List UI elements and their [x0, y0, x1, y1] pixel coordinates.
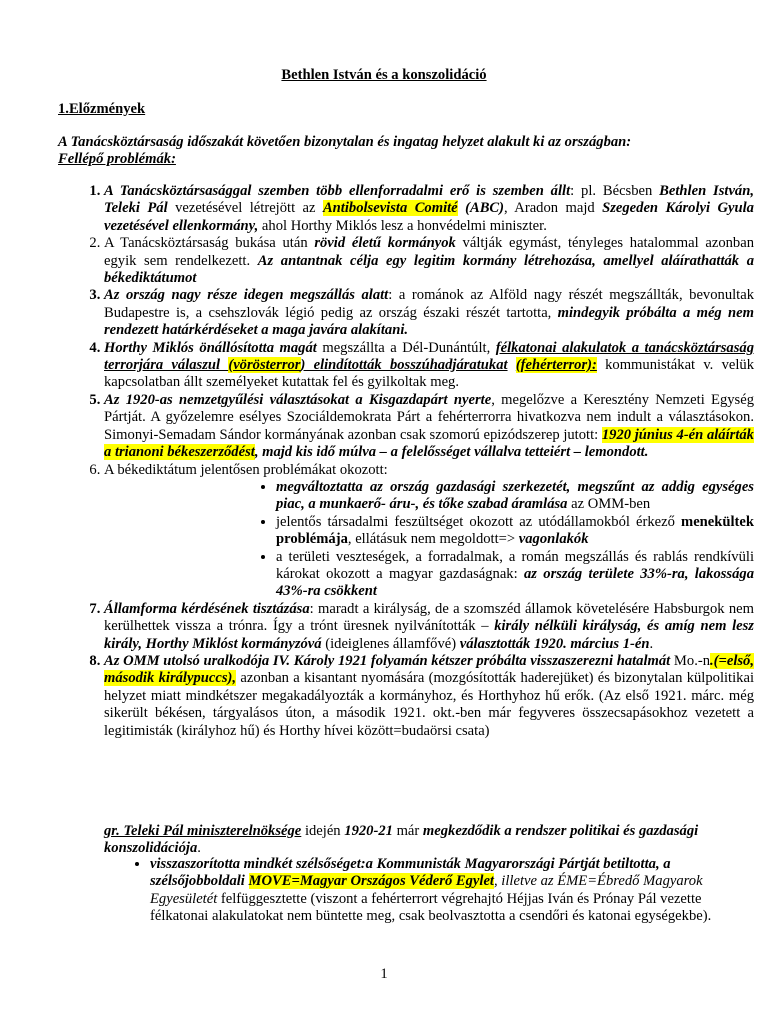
teleki-paragraph	[104, 823, 708, 858]
text-run: gr. Teleki Pál miniszterelnöksége	[104, 823, 302, 839]
text-run: azonban a kisantant nyomására (mozgósították haderejüket) és bizonytalan külpolitikai helyzet miatt mindkétszer megakadályozták a kormányhoz, és Horthyhoz hű erők. (Az első 1921. márc. még sikerült békésen, tárgyalásos úton, a második 1921. okt.-ben már fegyveres összecsapásokhoz vezetett a legitimisták (királyhoz hű) és Horthy hívei között=budaörsi csata)	[104, 670, 754, 739]
text-run: 1920-21	[344, 823, 393, 839]
text-run: .	[197, 840, 201, 857]
text-run: Az 1920-as nemzetgyűlési választásokat a Kisgazdapárt nyerte	[104, 391, 492, 408]
problems-heading: Fellépő problémák:	[58, 151, 176, 168]
text-run: ) elindították bosszúhadjáratukat	[300, 357, 508, 374]
list-item	[104, 235, 754, 287]
text-run: : maradt a királyság, de a szomszéd államok követelésére Habsburgok nem kerülhettek vissza a trónra. Így a trónt üresnek nyilvánították –	[104, 600, 754, 635]
text-run: megszállta a Dél-Dunántúlt,	[316, 339, 496, 356]
list-item	[104, 340, 754, 392]
list-item	[104, 462, 754, 601]
text-run: .(=első, második királypuccs),	[104, 652, 754, 687]
measures-list	[104, 856, 754, 926]
text-run: .	[649, 635, 654, 652]
list-item	[104, 392, 754, 462]
text-run: már	[392, 823, 423, 839]
text-run: választották 1920. március 1-én	[459, 635, 650, 652]
text-run: A békediktátum jelentősen problémákat okozott:	[104, 461, 388, 478]
text-run: Antibolsevista Comité	[322, 200, 458, 217]
list-item	[104, 601, 754, 653]
text-run: az ország területe 33%-ra, lakossága 43%-ra csökkent	[276, 565, 754, 600]
text-run: A Tanácsköztársasággal szemben több ellenforradalmi erő is szemben állt	[104, 183, 571, 199]
problems-list	[58, 183, 754, 740]
list-item-text	[104, 462, 388, 478]
text-run: menekültek problémája	[276, 513, 754, 548]
text-run: (ABC)	[465, 200, 505, 217]
text-run: kommunistákat v. velük kapcsolatban állt személyeket kutattak fel és gyilkoltak meg.	[104, 357, 754, 391]
text-run: a területi veszteségek, a forradalmak, a román megszállás és rablás rendkívüli károkat okozott a magyar gazdaságnak:	[276, 548, 754, 582]
text-run: Bethlen István, Teleki Pál	[104, 183, 754, 217]
text-run: az OMM-ben	[567, 496, 651, 513]
intro-line: A Tanácsköztársaság időszakát követően bizonytalan és ingatag helyzet alakult ki az országban:	[58, 134, 632, 150]
text-run: Az ország nagy része idegen megszállás alatt	[104, 287, 389, 304]
text-run: ahol Horthy Miklós lesz a honvédelmi miniszter.	[258, 217, 547, 234]
text-run	[508, 357, 516, 373]
text-run: , illetve az ÉME=Ébredő Magyarok Egyesületét	[150, 873, 703, 907]
text-run: (vörösterror	[228, 357, 301, 374]
text-run: (fehérterror):	[515, 357, 597, 374]
text-run: vagonlakók	[518, 531, 589, 548]
text-run: MOVE=Magyar Országos Véderő Egylet	[248, 873, 494, 890]
section-heading: 1.Előzmények	[58, 101, 146, 117]
text-run: Mo.-n	[670, 652, 711, 669]
text-run: félkatonai alakulatok a tanácsköztársaság terrorjára válaszul	[104, 339, 755, 374]
text-run: megváltoztatta az ország gazdasági szerkezetét, megszűnt az addig egységes piac, a munkaerő- áru-, és tőke szabad áramlása	[276, 478, 754, 513]
text-run: idején	[301, 823, 345, 839]
text-run: : pl. Bécsben	[570, 183, 660, 199]
text-run: (ideiglenes államfővé)	[321, 635, 460, 652]
bullet-item	[150, 856, 754, 926]
text-run: Szegeden Károlyi Gyula vezetésével ellenkormány,	[104, 200, 754, 234]
text-run: visszaszorította mindkét szélsőséget:a Kommunisták Magyarországi Pártját betiltotta, a szélsőjobboldali	[150, 856, 671, 890]
text-run	[458, 200, 465, 216]
bullet-item	[276, 479, 754, 514]
text-run: : a románok az Alföld nagy részét megszállták, bevonultak Budapestre is, a csehszlovák légió pedig az ország északi részét tartotta,	[104, 287, 754, 321]
text-run: Államforma kérdésének tisztázása	[104, 600, 310, 617]
text-run: vezetésével létrejött az	[167, 200, 323, 217]
text-run: rövid életű kormányok	[314, 235, 456, 252]
text-run: jelentős társadalmi feszültséget okozott az utódállamokból érkező	[276, 513, 682, 530]
list-item	[104, 653, 754, 740]
text-run: megkezdődik a rendszer politikai és gazdasági konszolidációja	[104, 823, 699, 857]
intro-paragraph	[58, 134, 718, 169]
page-number: 1	[380, 966, 388, 982]
text-run: , ellátásuk nem megoldott=>	[347, 531, 519, 548]
consequences-list	[254, 479, 754, 601]
text-run: , Aradon majd	[504, 200, 603, 217]
text-run: Az OMM utolsó uralkodója IV. Károly 1921 folyamán kétszer próbálta visszaszerezni hatalmát	[104, 652, 671, 669]
bullet-item	[276, 549, 754, 601]
text-run: , majd kis idő múlva – a felelősséget vállalva tetteiért – lemondott.	[254, 444, 649, 461]
text-run: 1920 június 4-én aláírták a trianoni békeszerződést	[104, 426, 754, 461]
text-run: Az antantnak célja egy legitim kormány létrehozása, amellyel aláírathatták a békediktátumot	[104, 252, 755, 287]
text-run: felfüggesztette (viszont a fehérterrort végrehajtó Héjjas Iván és Prónay Pál vezette félkatonai alakulatokat nem büntette meg, csak beolvasztotta a csendőri és katonai egységekbe).	[150, 890, 712, 925]
text-run: király nélküli királyság, és amíg nem lesz király, Horthy Miklóst kormányzóvá	[104, 618, 754, 652]
text-run: váltják egymást, tényleges hatalommal azonban egyik sem rendelkezett.	[104, 235, 754, 269]
text-run: mindegyik próbálta a még nem rendezett határkérdéseket a maga javára alakítani.	[104, 304, 754, 339]
list-item	[104, 287, 754, 339]
text-run: Horthy Miklós önállósította magát	[104, 339, 317, 356]
list-item	[104, 183, 754, 235]
bullet-item	[276, 514, 754, 549]
text-run: , megelőzve a Keresztény Nemzeti Egység Pártját. A győzelemre esélyes Szociáldemokrata Párt a fehérterrorra hivatkozva nem indult a választásokon. Simonyi-Semadam Sándor kormányának azonban csak szomorú epizódszerep jutott:	[104, 391, 754, 443]
text-run: A Tanácsköztársaság bukása után	[104, 235, 315, 252]
document-title: Bethlen István és a konszolidáció	[281, 67, 487, 83]
